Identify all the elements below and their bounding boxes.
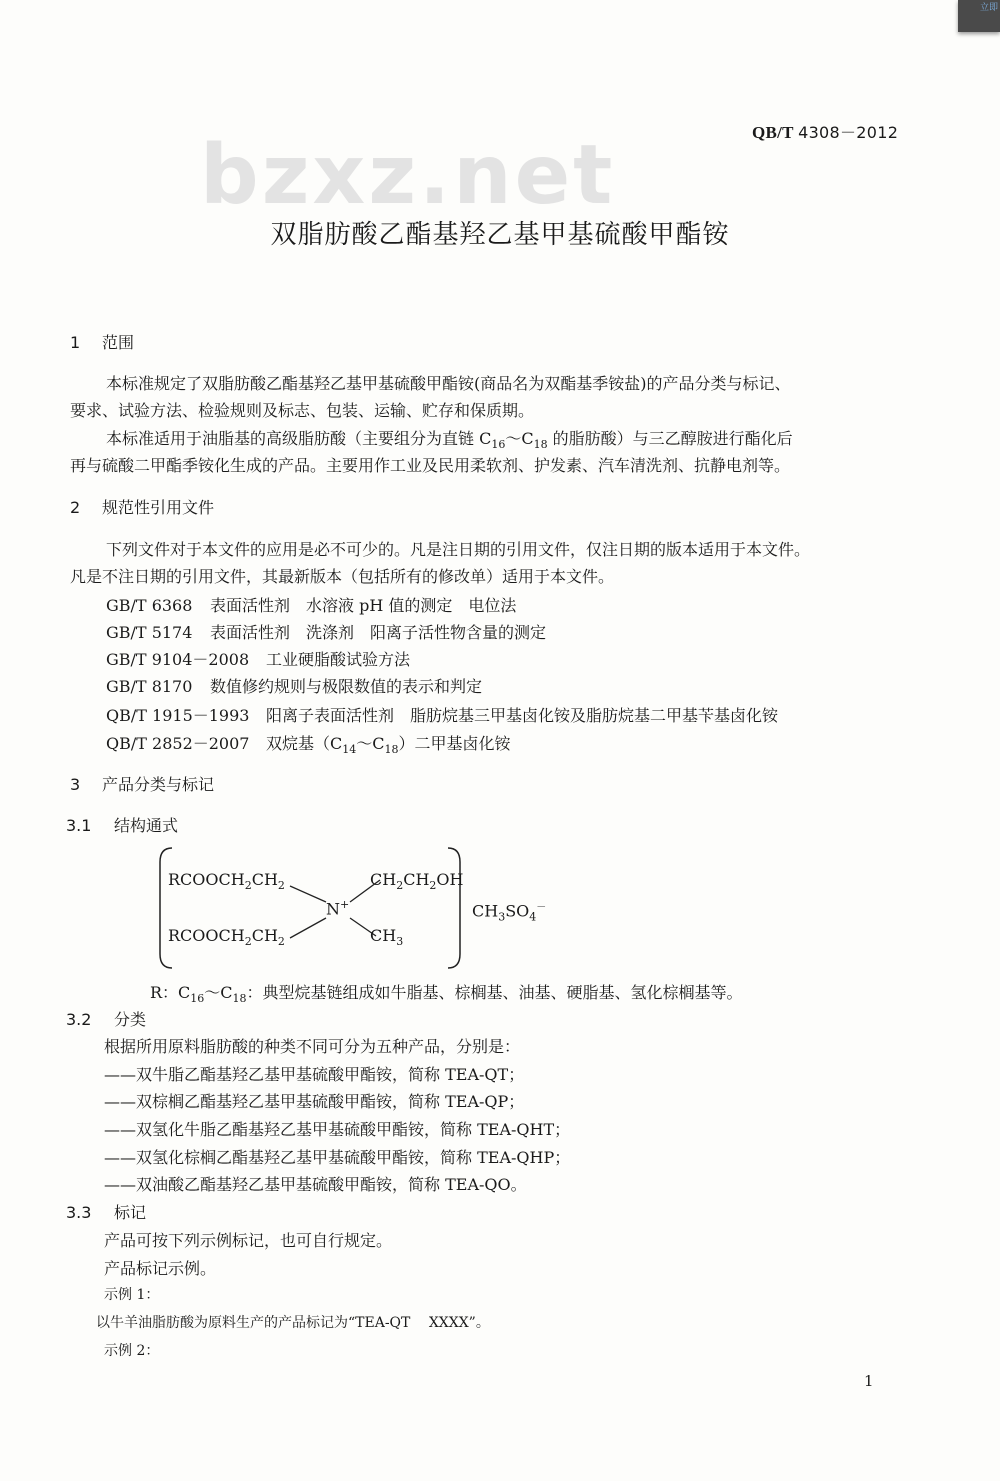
text: 的脂肪酸）与三乙醇胺进行酯化后 [547, 429, 793, 448]
section-number: 3.3 [66, 1203, 92, 1222]
section-title: 规范性引用文件 [102, 498, 215, 517]
subscript: 18 [232, 992, 247, 1006]
reference-item [106, 593, 516, 616]
nitrogen-atom: N [326, 899, 340, 919]
paragraph: 产品标记示例。 [104, 1259, 217, 1278]
reference-item [106, 647, 410, 670]
section-number: 2 [70, 498, 81, 517]
reference-title: 表面活性剂 洗涤剂 阳离子活性物含量的测定 [210, 623, 547, 642]
example-1-label: 示例 1： [104, 1287, 160, 1303]
section-2-heading [70, 495, 214, 518]
paragraph: 凡是不注日期的引用文件，其最新版本（包括所有的修改单）适用于本文件。 [70, 567, 615, 586]
section-1-heading [70, 330, 134, 353]
standard-prefix: QB/T [752, 123, 794, 142]
corner-tab-label: 立即 [979, 3, 998, 13]
charge-plus: + [340, 898, 350, 911]
subscript: 16 [190, 992, 205, 1006]
section-3-heading [70, 772, 214, 795]
formula-upper-right-group: $CH_2CH_2OH$ [370, 870, 464, 893]
section-number: 3 [70, 775, 81, 794]
charge-minus: － [536, 902, 547, 913]
text: RCOOCH [168, 926, 245, 945]
formula-nitrogen [326, 898, 349, 918]
standard-code: 4308－2012 [798, 123, 899, 142]
section-title: 分类 [114, 1010, 147, 1029]
reference-code: GB/T 5174 [106, 623, 193, 642]
text: RCOOCH [168, 870, 245, 889]
text: CH [370, 926, 397, 945]
text: ：典型烷基链组成如牛脂基、棕榈基、油基、硬脂基、氢化棕榈基等。 [246, 983, 743, 1002]
reference-item [106, 620, 546, 643]
reference-title: 阳离子表面活性剂 脂肪烷基三甲基卤化铵及脂肪烷基二甲基苄基卤化铵 [266, 706, 779, 725]
reference-title: 工业硬脂酸试验方法 [266, 650, 411, 669]
section-title: 标记 [114, 1203, 147, 1222]
reference-item [106, 674, 482, 697]
text: ～C [505, 429, 534, 448]
reference-code: QB/T 2852－2007 [106, 734, 250, 753]
formula-lower-left-group: $RCOOCH_2CH_2$ [168, 926, 285, 949]
paragraph: 根据所用原料脂肪酸的种类不同可分为五种产品，分别是： [104, 1037, 521, 1056]
reference-code: GB/T 6368 [106, 596, 193, 615]
section-number: 1 [70, 333, 81, 352]
text: ）二甲基卤化铵 [398, 734, 511, 753]
text: CH [472, 901, 499, 921]
list-item: ——双油酸乙酯基羟乙基甲基硫酸甲酯铵，简称 TEA-QO。 [104, 1175, 527, 1194]
subscript: 18 [533, 438, 548, 452]
text: ～C [356, 734, 385, 753]
text: 双烷基（C [266, 734, 343, 753]
text: CH [370, 870, 397, 889]
list-item: ——双牛脂乙酯基羟乙基甲基硫酸甲酯铵，简称 TEA-QT； [104, 1065, 525, 1084]
text: R：C [150, 983, 191, 1002]
section-title: 结构通式 [114, 816, 179, 835]
subscript: 14 [342, 743, 357, 757]
page-number: 1 [864, 1372, 874, 1390]
formula-upper-left-group: $RCOOCH_2CH_2$ [168, 870, 285, 893]
reference-title: 数值修约规则与极限数值的表示和判定 [210, 677, 483, 696]
document-title: 双脂肪酸乙酯基羟乙基甲基硫酸甲酯铵 [270, 220, 730, 250]
section-title: 范围 [102, 333, 135, 352]
list-item: ——双氢化牛脂乙酯基羟乙基甲基硫酸甲酯铵，简称 TEA-QHT； [104, 1120, 571, 1139]
section-number: 3.2 [66, 1010, 92, 1029]
subsection-3-3-heading [66, 1200, 146, 1223]
text: 本标准适用于油脂基的高级脂肪酸（主要组分为直链 C [106, 429, 492, 448]
text: ～C [204, 983, 233, 1002]
subscript: 16 [491, 438, 506, 452]
reference-item [106, 731, 511, 756]
reference-code: QB/T 1915－1993 [106, 706, 250, 725]
reference-code: GB/T 9104－2008 [106, 650, 250, 669]
subsection-3-2-heading [66, 1007, 146, 1030]
text: SO [505, 901, 530, 921]
paragraph: 本标准规定了双脂肪酸乙酯基羟乙基甲基硫酸甲酯铵(商品名为双酯基季铵盐)的产品分类与标记、 [106, 374, 791, 393]
paragraph: 产品可按下列示例标记，也可自行规定。 [104, 1231, 393, 1250]
formula-lower-right-group: $CH_3$ [370, 926, 404, 949]
paragraph: 要求、试验方法、检验规则及标志、包装、运输、贮存和保质期。 [70, 401, 535, 420]
section-title: 产品分类与标记 [102, 775, 215, 794]
list-item: ——双氢化棕榈乙酯基羟乙基甲基硫酸甲酯铵，简称 TEA-QHP； [104, 1148, 571, 1167]
subsection-3-1-heading [66, 813, 178, 836]
paragraph: 再与硫酸二甲酯季铵化生成的产品。主要用作工业及民用柔软剂、护发素、汽车清洗剂、抗静电剂等。 [70, 456, 791, 475]
reference-code: GB/T 8170 [106, 677, 193, 696]
example-1-text: 以牛羊油脂肪酸为原料生产的产品标记为“TEA-QT XXXX”。 [96, 1315, 490, 1331]
watermark: bzxz.net [200, 128, 616, 223]
section-number: 3.1 [66, 816, 92, 835]
subscript: 18 [384, 743, 399, 757]
corner-tab[interactable] [958, 0, 1000, 32]
reference-item [106, 703, 778, 726]
reference-title: 表面活性剂 水溶液 pH 值的测定 电位法 [210, 596, 517, 615]
list-item: ——双棕榈乙酯基羟乙基甲基硫酸甲酯铵，简称 TEA-QP； [104, 1092, 525, 1111]
standard-number [752, 120, 898, 143]
formula-anion: $CH_3SO_4^-$ [472, 901, 547, 924]
formula-note [150, 979, 743, 1012]
example-2-label: 示例 2： [104, 1343, 160, 1359]
paragraph: 下列文件对于本文件的应用是必不可少的。凡是注日期的引用文件，仅注日期的版本适用于本文件。 [106, 540, 811, 559]
